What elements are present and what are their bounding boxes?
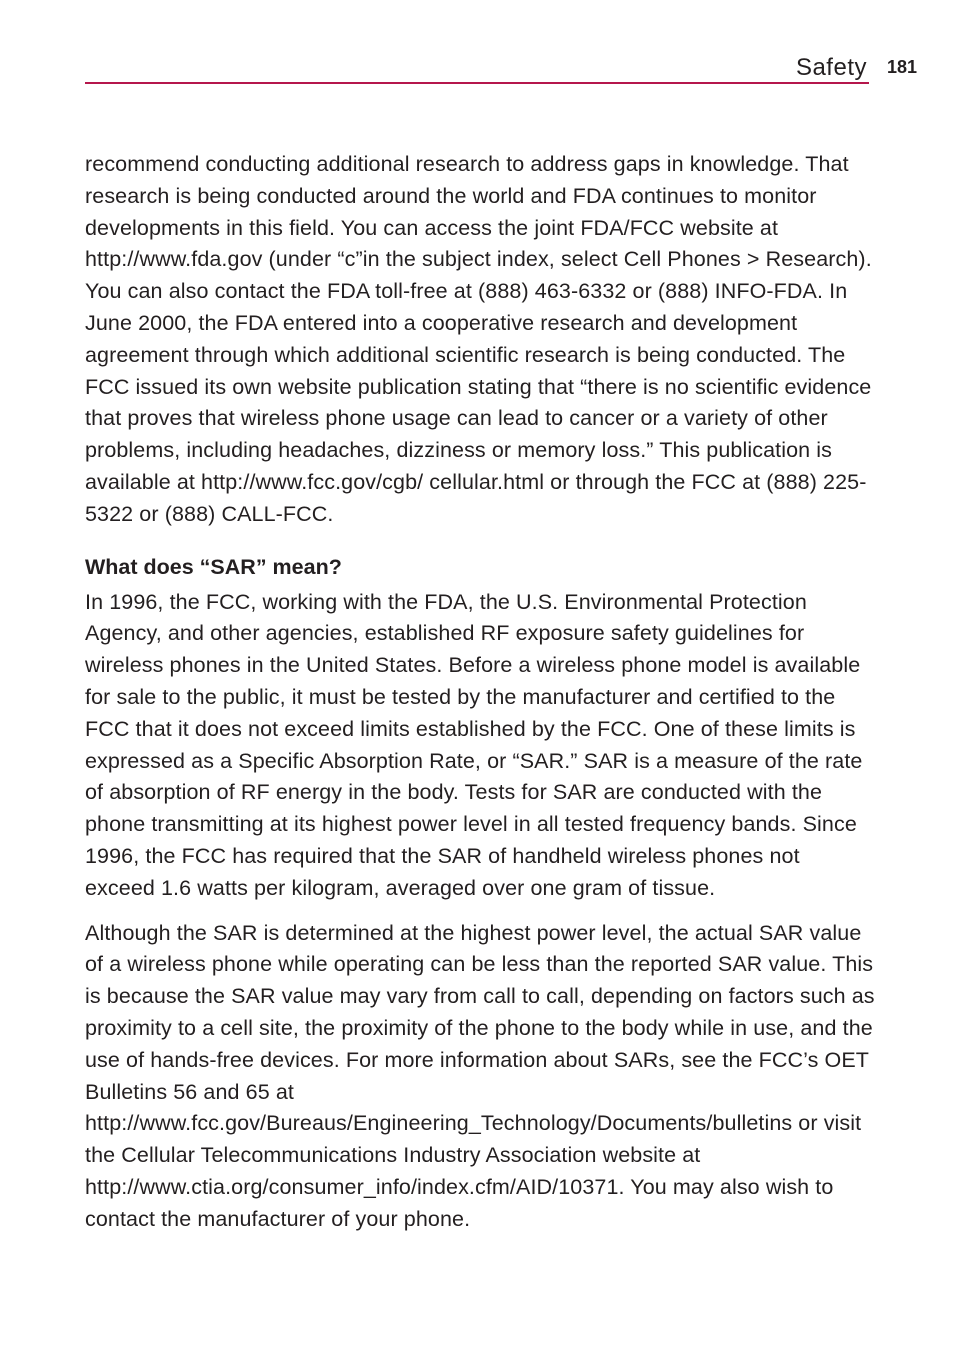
page-content bbox=[85, 149, 875, 1236]
section-heading: What does “SAR” mean? bbox=[85, 554, 342, 579]
body-paragraph: Although the SAR is determined at the highest power level, the actual SAR value of a wireless phone while operating can be less than the reported SAR value. This is because the SAR value may vary from call to call, depending on factors such as proximity to a cell site, the proximity of the phone to the body while in use, and the use of hands-free devices. For more information about SARs, see the FCC’s OET Bulletins 56 and 65 at http://www.fcc.gov/Bureaus/Engineering_Technology/Documents/bulletins or visit the Cellular Telecommunications Industry Association website at http://www.ctia.org/consumer_info/index.cfm/AID/10371. You may also wish to contact the manufacturer of your phone. bbox=[85, 920, 875, 1231]
page-header bbox=[85, 50, 869, 84]
page-number: 181 bbox=[887, 57, 918, 77]
body-paragraph: recommend conducting additional research to address gaps in knowledge. That research is being conducted around the world and FDA continues to monitor developments in this field. You can access the joint FDA/FCC website at http://www.fda.gov (under “c”in the subject index, select Cell Phones > Research). You can also contact the FDA toll-free at (888) 463-6332 or (888) INFO-FDA. In June 2000, the FDA entered into a cooperative research and development agreement through which additional scientific research is being conducted. The FCC issued its own website publication stating that “there is no scientific evidence that proves that wireless phone usage can lead to cancer or a variety of other problems, including headaches, dizziness or memory loss.” This publication is available at http://www.fcc.gov/cgb/ cellular.html or through the FCC at (888) 225-5322 or (888) CALL-FCC. bbox=[85, 152, 872, 526]
body-paragraph: In 1996, the FCC, working with the FDA, the U.S. Environmental Protection Agency, and other agencies, established RF exposure safety guidelines for wireless phones in the United States. Before a wireless phone model is available for sale to the public, it must be tested by the manufacturer and certified to the FCC that it does not exceed limits established by the FCC. One of these limits is expressed as a Specific Absorption Rate, or “SAR.” SAR is a measure of the rate of absorption of RF energy in the body. Tests for SAR are conducted with the phone transmitting at its highest power level in all tested frequency bands. Since 1996, the FCC has required that the SAR of handheld wireless phones not exceed 1.6 watts per kilogram, averaged over one gram of tissue. bbox=[85, 589, 863, 900]
section-title: Safety bbox=[795, 54, 867, 81]
